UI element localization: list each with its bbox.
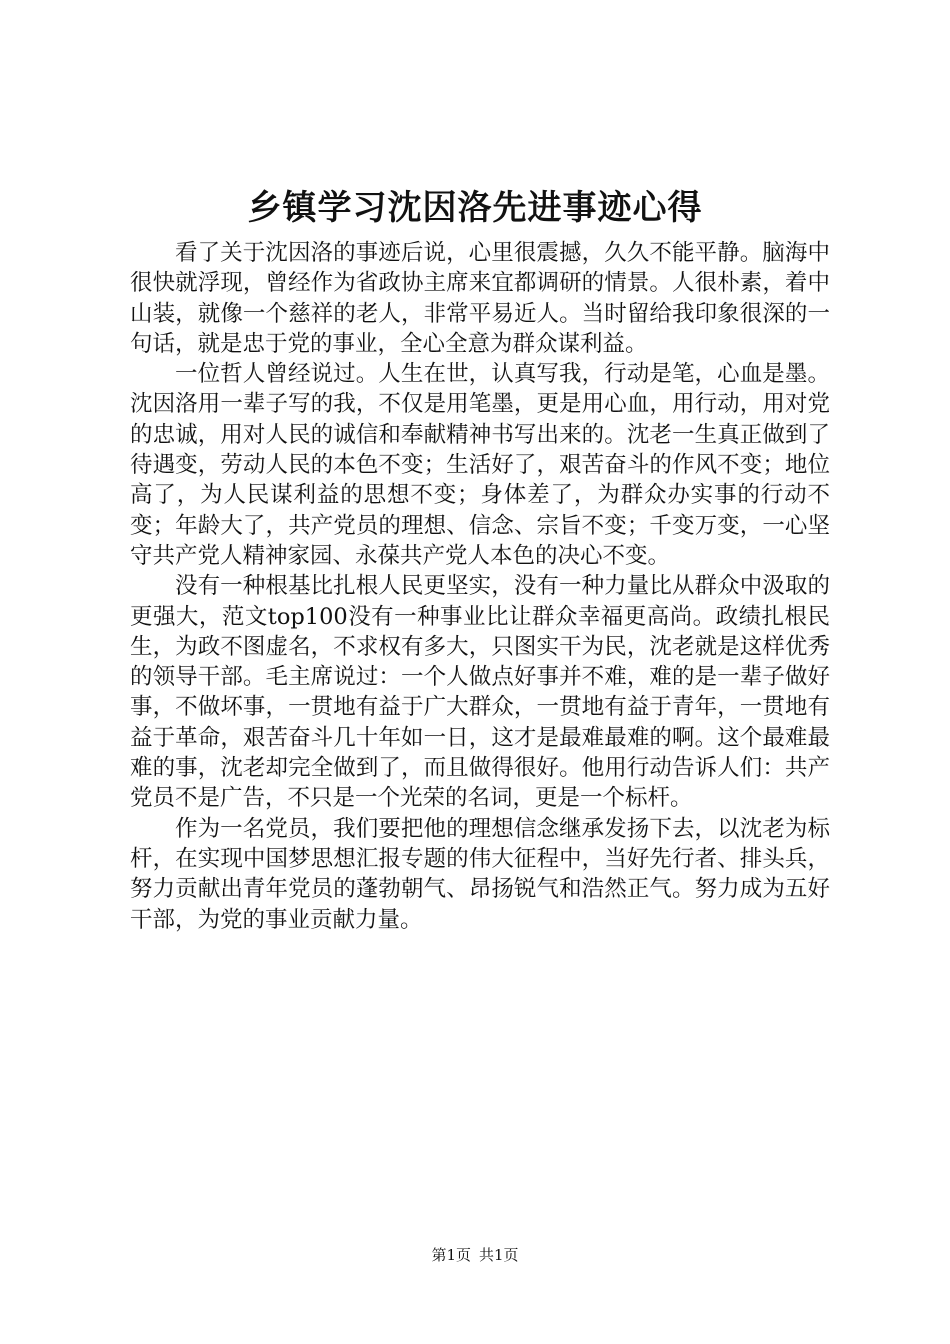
paragraph: 一位哲人曾经说过。人生在世，认真写我，行动是笔，心血是墨。沈因洛用一辈子写的我，不仅是用笔墨，更是用心血，用行动，用对党的忠诚，用对人民的诚信和奉献精神书写出来的。沈老一生真正做到了待遇变，劳动人民的本色不变；生活好了，艰苦奋斗的作风不变；地位高了，为人民谋利益的思想不变；身体差了，为群众办实事的行动不变；年龄大了，共产党员的理想、信念、宗旨不变；千变万变，一心坚守共产党人精神家园、永葆共产党人本色的决心不变。: [130, 361, 830, 569]
paragraph: 作为一名党员，我们要把他的理想信念继承发扬下去，以沈老为标杆，在实现中国梦思想汇报专题的伟大征程中，当好先行者、排头兵，努力贡献出青年党员的蓬勃朝气、昂扬锐气和浩然正气。努力成为五好干部，为党的事业贡献力量。: [130, 815, 830, 933]
page-footer: [0, 1244, 950, 1266]
paragraph: 没有一种根基比扎根人民更坚实，没有一种力量比从群众中汲取的更强大，范文top100没有一种事业比让群众幸福更高尚。政绩扎根民生，为政不图虚名，不求权有多大，只图实干为民，沈老就是这样优秀的领导干部。毛主席说过：一个人做点好事并不难，难的是一辈子做好事，不做坏事，一贯地有益于广大群众，一贯地有益于青年，一贯地有益于革命，艰苦奋斗几十年如一日，这才是最难最难的啊。这个最难最难的事，沈老却完全做到了，而且做得很好。他用行动告诉人们：共产党员不是广告，不只是一个光荣的名词，更是一个标杆。: [130, 573, 830, 812]
document-title: 乡镇学习沈因洛先进事迹心得: [247, 188, 703, 228]
paragraph: 看了关于沈因洛的事迹后说，心里很震撼，久久不能平静。脑海中很快就浮现，曾经作为省政协主席来宜都调研的情景。人很朴素，着中山装，就像一个慈祥的老人，非常平易近人。当时留给我印象很深的一句话，就是忠于党的事业，全心全意为群众谋利益。: [130, 240, 830, 357]
document-body: [130, 238, 830, 935]
page-total: 共1页: [479, 1246, 519, 1264]
page-number: 第1页: [431, 1246, 471, 1264]
